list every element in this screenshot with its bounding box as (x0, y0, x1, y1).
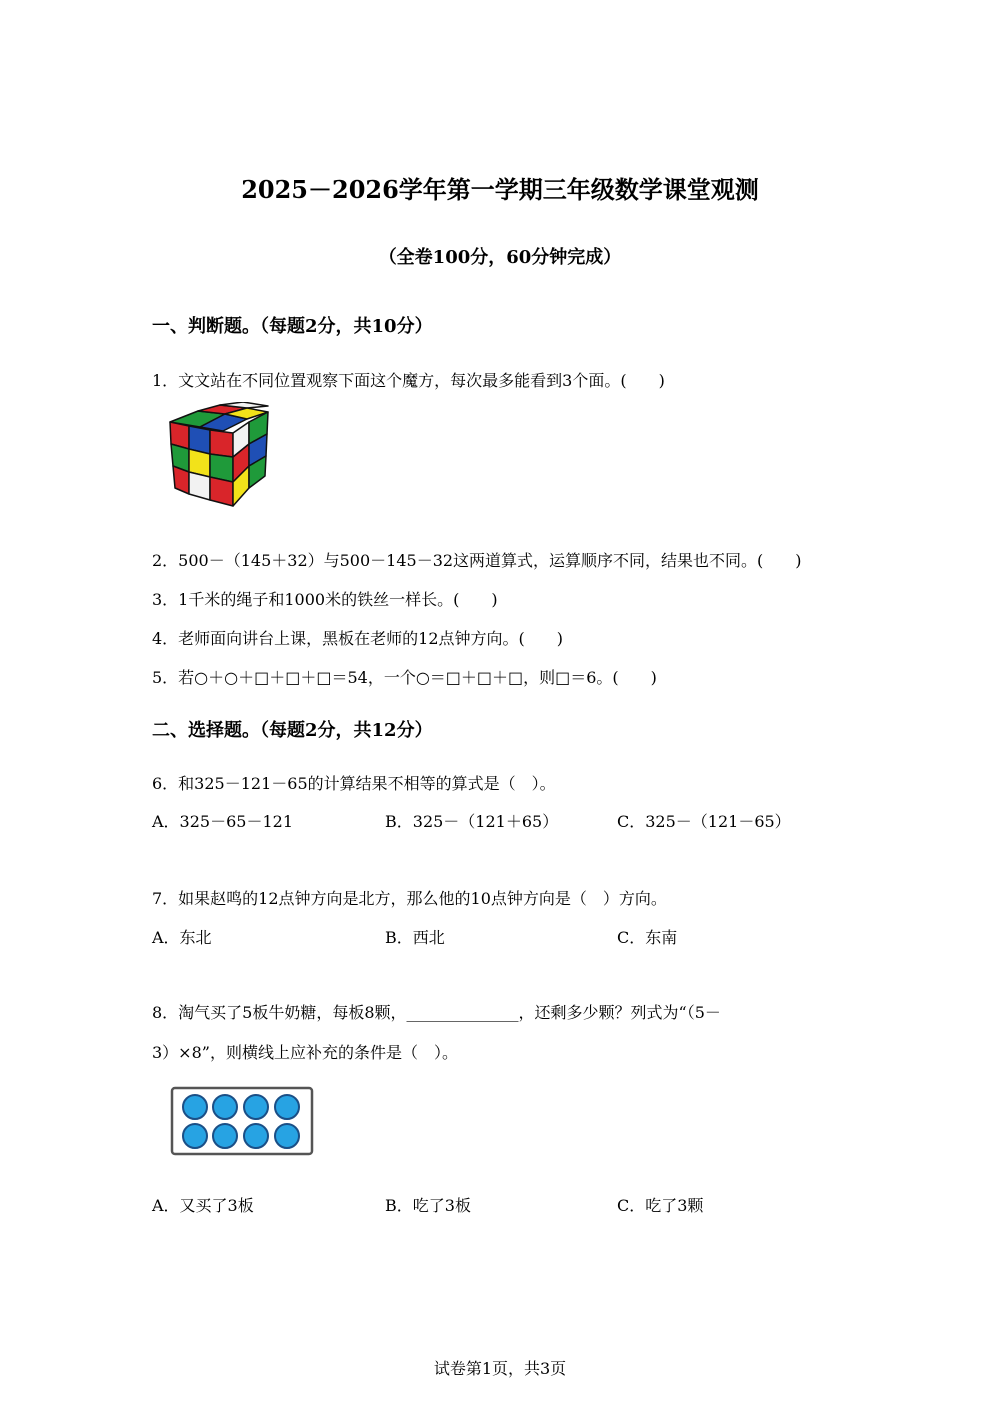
question-8-option-b: B．吃了3板 (385, 1196, 471, 1215)
question-2: 2．500－（145＋32）与500－145－32这两道算式，运算顺序不同，结果也不同。( ) (152, 551, 802, 570)
question-8-line-2: 3）×8”，则横线上应补充的条件是（ ）。 (152, 1043, 458, 1062)
question-6-option-a: A．325－65－121 (152, 812, 293, 831)
section-heading-choice: 二、选择题。（每题2分，共12分） (152, 720, 433, 741)
page-footer: 试卷第1页，共3页 (433, 1359, 567, 1378)
question-4: 4．老师面向讲台上课，黑板在老师的12点钟方向。( ) (152, 629, 564, 648)
question-7: 7．如果赵鸣的12点钟方向是北方，那么他的10点钟方向是（ ）方向。 (152, 889, 667, 908)
page-title: 2025－2026学年第一学期三年级数学课堂观测 (241, 175, 759, 204)
page-subtitle: （全卷100分，60分钟完成） (378, 247, 622, 268)
question-1: 1．文文站在不同位置观察下面这个魔方，每次最多能看到3个面。( ) (152, 371, 665, 390)
question-8-line-1: 8．淘气买了5板牛奶糖，每板8颗，______________，还剩多少颗？列式为“（5－ (152, 1003, 721, 1022)
question-7-option-b: B．西北 (385, 928, 445, 947)
question-8-option-a: A．又买了3板 (152, 1196, 254, 1215)
question-5: 5．若○＋○＋□＋□＋□＝54，一个○＝□＋□＋□，则□＝6。( ) (152, 668, 657, 687)
question-6-option-c: C．325－（121－65） (617, 812, 791, 831)
question-6: 6．和325－121－65的计算结果不相等的算式是（ ）。 (152, 774, 556, 793)
question-6-option-b: B．325－（121＋65） (385, 812, 559, 831)
question-3: 3．1千米的绳子和1000米的铁丝一样长。( ) (152, 590, 498, 609)
candy-board-image (170, 1086, 314, 1158)
question-7-option-a: A．东北 (152, 928, 212, 947)
section-heading-judgement: 一、判断题。（每题2分，共10分） (152, 316, 433, 337)
rubiks-cube-image (165, 402, 275, 510)
question-8-option-c: C．吃了3颗 (617, 1196, 704, 1215)
question-7-option-c: C．东南 (617, 928, 678, 947)
